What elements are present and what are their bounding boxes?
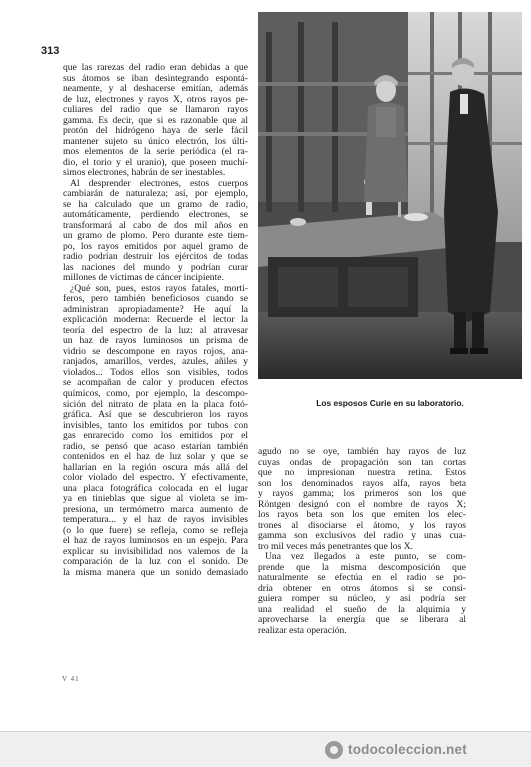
text-line: prende que la misma descomposición que bbox=[258, 562, 466, 573]
text-line: cambiarán de naturaleza; así, por ejemplo, bbox=[63, 189, 248, 200]
text-line: las naciones del mundo y podrían curar bbox=[63, 262, 248, 273]
text-line: Röntgen designó con el nombre de rayos X; bbox=[258, 499, 466, 510]
photo-curie-laboratory bbox=[258, 12, 522, 379]
text-line: mantener sujeto su único electrón, los últi- bbox=[63, 136, 248, 147]
text-line: trones al disociarse el átomo, y los rayos bbox=[258, 520, 466, 531]
watermark-bar bbox=[0, 731, 531, 767]
text-line: aprovecharse la energía que se liberara al bbox=[258, 615, 466, 626]
text-line: que las rarezas del radio eran debidas a que bbox=[63, 63, 248, 73]
text-line: una realidad el sueño de la alquimia y bbox=[258, 604, 466, 615]
text-line: realizar esta operación. bbox=[258, 625, 347, 636]
text-line: y rayos gamma; los primeros son los que bbox=[258, 489, 466, 500]
text-line: sición del nitrato de plata en la placa fotó- bbox=[63, 399, 248, 410]
text-line: dría obtener en otros átomos si se consi- bbox=[258, 583, 466, 594]
text-line: tro mil veces más penetrantes que los X. bbox=[258, 541, 414, 552]
text-line: gas enrarecido como los emitidos por el bbox=[63, 431, 248, 442]
watermark-logo-icon bbox=[325, 741, 343, 759]
text-line: vidrio se descompone en rayos rojos, ana- bbox=[63, 346, 248, 357]
text-line: una placa fotográfica colocada en el lugar bbox=[63, 483, 248, 494]
text-line: naturalmente se efectúa en el radio se po- bbox=[258, 573, 466, 584]
text-line: transformará al cabo de dos mil años en bbox=[63, 220, 248, 231]
text-line: comparación de la luz con el sonido. De bbox=[63, 557, 248, 568]
text-line: radio podrían destruir los ejércitos de todas bbox=[63, 252, 248, 263]
text-line: po, los rayos emitidos por aquel gramo de bbox=[63, 241, 248, 252]
text-line: guiera romper su núcleo, y así podría ser bbox=[258, 594, 466, 605]
photo-caption: Los esposos Curie en su laboratorio. bbox=[316, 398, 464, 408]
text-line: millones de víctimas de cáncer incipiente. bbox=[63, 273, 224, 284]
text-line: simos electrones, habrán de ser inestables. bbox=[63, 168, 226, 179]
text-line: agudo no se oye, también hay rayos de luz bbox=[258, 447, 466, 457]
text-line: teoría del espectro de la luz: al atravesar bbox=[63, 325, 248, 336]
text-line: ¿Qué son, pues, estos rayos fatales, morti- bbox=[70, 283, 248, 294]
watermark-text: todocoleccion.net bbox=[348, 742, 467, 757]
text-line: mos elementos de la serie periódica (el ra- bbox=[63, 147, 248, 158]
text-line: que no impresionan nuestra retina. Estos bbox=[258, 468, 466, 479]
text-line: protón del hidrógeno haya de serle fácil bbox=[63, 126, 248, 137]
text-line: gamma. Es decir, que si es razonable que al bbox=[63, 115, 248, 126]
text-line: gráfica. Así que se descubrieron los rayos bbox=[63, 410, 248, 421]
text-line: explicar su invisibilidad nos valemos de la bbox=[63, 546, 248, 557]
text-line: temperatura... y el haz de rayos invisibles bbox=[63, 515, 248, 526]
text-line: sus átomos se iban desintegrando espontá- bbox=[63, 73, 248, 84]
text-line: hallarían en la región oscura más allá del bbox=[63, 462, 248, 473]
text-line: feros, pero también beneficiosos cuando se bbox=[63, 294, 248, 305]
text-line: un haz de rayos luminosos un prisma de bbox=[63, 336, 248, 347]
left-column bbox=[63, 63, 248, 578]
text-line: presiona, un termómetro marca aumento de bbox=[63, 504, 248, 515]
text-line: Al desprender electrones, estos cuerpos bbox=[70, 178, 248, 189]
text-line: violados... Todos ellos son visibles, todos bbox=[63, 367, 248, 378]
page-number: 313 bbox=[41, 45, 60, 57]
text-line: Una vez llegados a este punto, se com- bbox=[265, 552, 466, 563]
text-line: la misma manera que un sonido demasiado bbox=[63, 567, 248, 578]
text-line: de luz, electrones y rayos X, otros rayos pe- bbox=[63, 94, 248, 105]
text-line: ya en tinieblas que sigue al violeta se im- bbox=[63, 494, 248, 505]
text-line: el haz de rayos luminosos en un espejo. Para bbox=[63, 536, 248, 547]
text-line: los rayos beta son los que emiten los elec- bbox=[258, 510, 466, 521]
text-line: neamente, y al deshacerse emitían, además bbox=[63, 84, 248, 95]
photo-icon bbox=[258, 12, 522, 379]
text-line: un gramo de plomo. Pero durante este tiem- bbox=[63, 231, 248, 242]
right-column bbox=[258, 447, 466, 636]
text-line: químicos, como, por ejemplo, la descompo- bbox=[63, 388, 248, 399]
text-line: gamma son exclusivos del radio y unas cua- bbox=[258, 531, 466, 542]
text-line: se acompañan de calor y producen efectos bbox=[63, 378, 248, 389]
text-line: se ha calculado que un gramo de radio, bbox=[63, 199, 248, 210]
footer-mark: V 41 bbox=[62, 675, 80, 683]
text-line: (o lo que fuere) se refleja, como se refleja bbox=[63, 525, 248, 536]
text-line: automáticamente, perdiendo electrones, se bbox=[63, 210, 248, 221]
text-line: contenidos en el haz de luz solar y que se bbox=[63, 452, 248, 463]
text-line: ranjados, amarillos, verdes, azules, añiles y bbox=[63, 357, 248, 368]
text-line: invisibles, tanto los emitidos por tubos con bbox=[63, 420, 248, 431]
text-line: dio, el torio y el uranio), que poseen muchí- bbox=[63, 157, 248, 168]
text-line: color violado del espectro. Y efectivamente, bbox=[63, 473, 248, 484]
text-line: explicación moderna: Recuerde el lector la bbox=[63, 315, 248, 326]
text-line: son los denominados rayos alfa, rayos beta bbox=[258, 478, 466, 489]
text-line: administran apropiadamente? He aquí la bbox=[63, 304, 248, 315]
text-line: cuyas ondas de propagación son tan cortas bbox=[258, 457, 466, 468]
text-line: radio, se pensó que acaso estarían también bbox=[63, 441, 248, 452]
text-line: culiares del radio que se llamaron rayos bbox=[63, 105, 248, 116]
